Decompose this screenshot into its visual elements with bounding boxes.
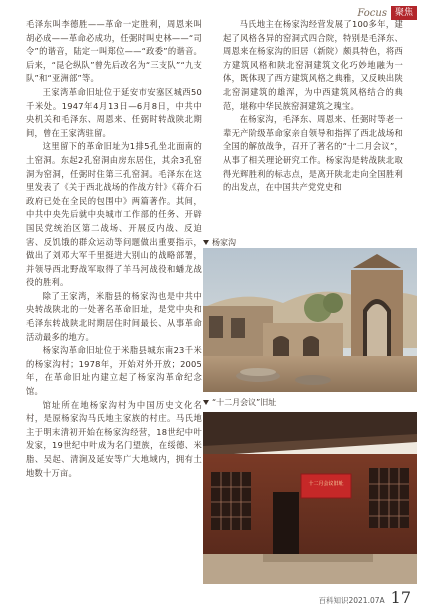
- photo-caption-yangjiagou: [203, 237, 236, 248]
- caption-triangle-icon: [203, 240, 209, 245]
- paragraph: 这里留下的革命旧址为1排5孔坐北面南的土窑洞。东起2孔窑洞由房东居住，其余3孔窑洞为窑洞，任弼时住第三孔窑洞。毛泽东在这里发表了《关于西北战场的作战方针》《蒋介石政府已处在全民的包围中》两篇著作。其间，中共中央先后就中央城市工作部的任务、开辟国民党统治区第二战场、开展反内战、反迫害、反饥饿的群众运动等问题做出重要指示，做出了刘邓大军千里挺进大别山的战略部署，并领导西北野战军取得了羊马河战役和蟠龙战役的胜利。: [26, 141, 202, 288]
- caption-text: 杨家沟: [212, 238, 236, 247]
- paragraph: 除了王家湾，米脂县的杨家沟也是中共中央转战陕北的一处著名革命旧址，是党中央和毛泽东转战陕北时期居住时间最长、从事革命活动最多的地方。: [26, 290, 202, 342]
- paragraph: 在杨家沟，毛泽东、周恩来、任弼时等老一辈无产阶级革命家亲自领导和指挥了西北战场和全国的解放战争，召开了著名的“十二月会议”，从事了相关理论研究工作。杨家沟是转战陕北取得光辉胜利的标志点，是离开陕北走向全国胜利的出发点，在中国共产党党史和: [223, 114, 403, 193]
- paragraph: 王家湾革命旧址位于延安市安塞区城西50千米处。1947年4月13日—6月8日，中共中央机关和毛泽东、周恩来、任弼时转战陕北期间，曾在王家湾驻留。: [26, 86, 202, 138]
- left-text-column: [26, 18, 202, 480]
- photo-december-meeting: [203, 412, 417, 584]
- paragraph: 馆址所在地杨家沟村为中国历史文化名村，是原杨家沟马氏地主家族的村庄。马氏地主于明末清初开始在杨家沟经营，18世纪中叶发家，19世纪中叶成为名门望族，在绥德、米脂、吴起、清涧及延安等广大地域内，拥有土地数十万亩。: [26, 399, 202, 478]
- photo-yangjiagou: [203, 248, 417, 392]
- yangjiagou-image: [203, 248, 417, 392]
- page-number: 17: [390, 588, 411, 607]
- right-text-column: [223, 18, 403, 195]
- paragraph: 杨家沟革命旧址位于米脂县城东南23千米的杨家沟村；1978年，开始对外开放；2005年，在革命旧址内建立起了杨家沟革命纪念馆。: [26, 345, 202, 397]
- page-footer: [318, 588, 411, 607]
- december-meeting-image: [203, 412, 417, 584]
- section-label-en: Focus: [357, 7, 387, 19]
- photo-caption-december-meeting: [203, 397, 276, 408]
- sign-board-text: 十二月会议旧址: [308, 481, 344, 487]
- journal-issue: 百科知识2021.07A: [318, 596, 385, 605]
- section-label-cn: 聚焦: [391, 6, 417, 20]
- paragraph: 毛泽东叫李德胜——革命一定胜利，周恩来叫胡必成——革命必成功，任弼时叫史林——“司令”的谐音，陆定一叫郑位——“政委”的谐音。后来，“昆仑纵队”曾先后改名为“三支队”“九支队”和“亚洲部”等。: [26, 19, 202, 84]
- paragraph: 马氏地主在杨家沟经营发展了100多年，建起了风格各异的窑洞式四合院，特别是毛泽东、周恩来在杨家沟的旧居（新院）颇具特色，将西方建筑风格和陕北窑洞建筑文化巧妙地融为一体，既体现了西方建筑风格之典雅，又反映出陕北窑洞建筑的雄浑，为中西建筑风格结合的典范，堪称中华民族窑洞建筑之瑰宝。: [223, 19, 403, 111]
- caption-text: “十二月会议”旧址: [212, 398, 277, 407]
- caption-triangle-icon: [203, 400, 209, 405]
